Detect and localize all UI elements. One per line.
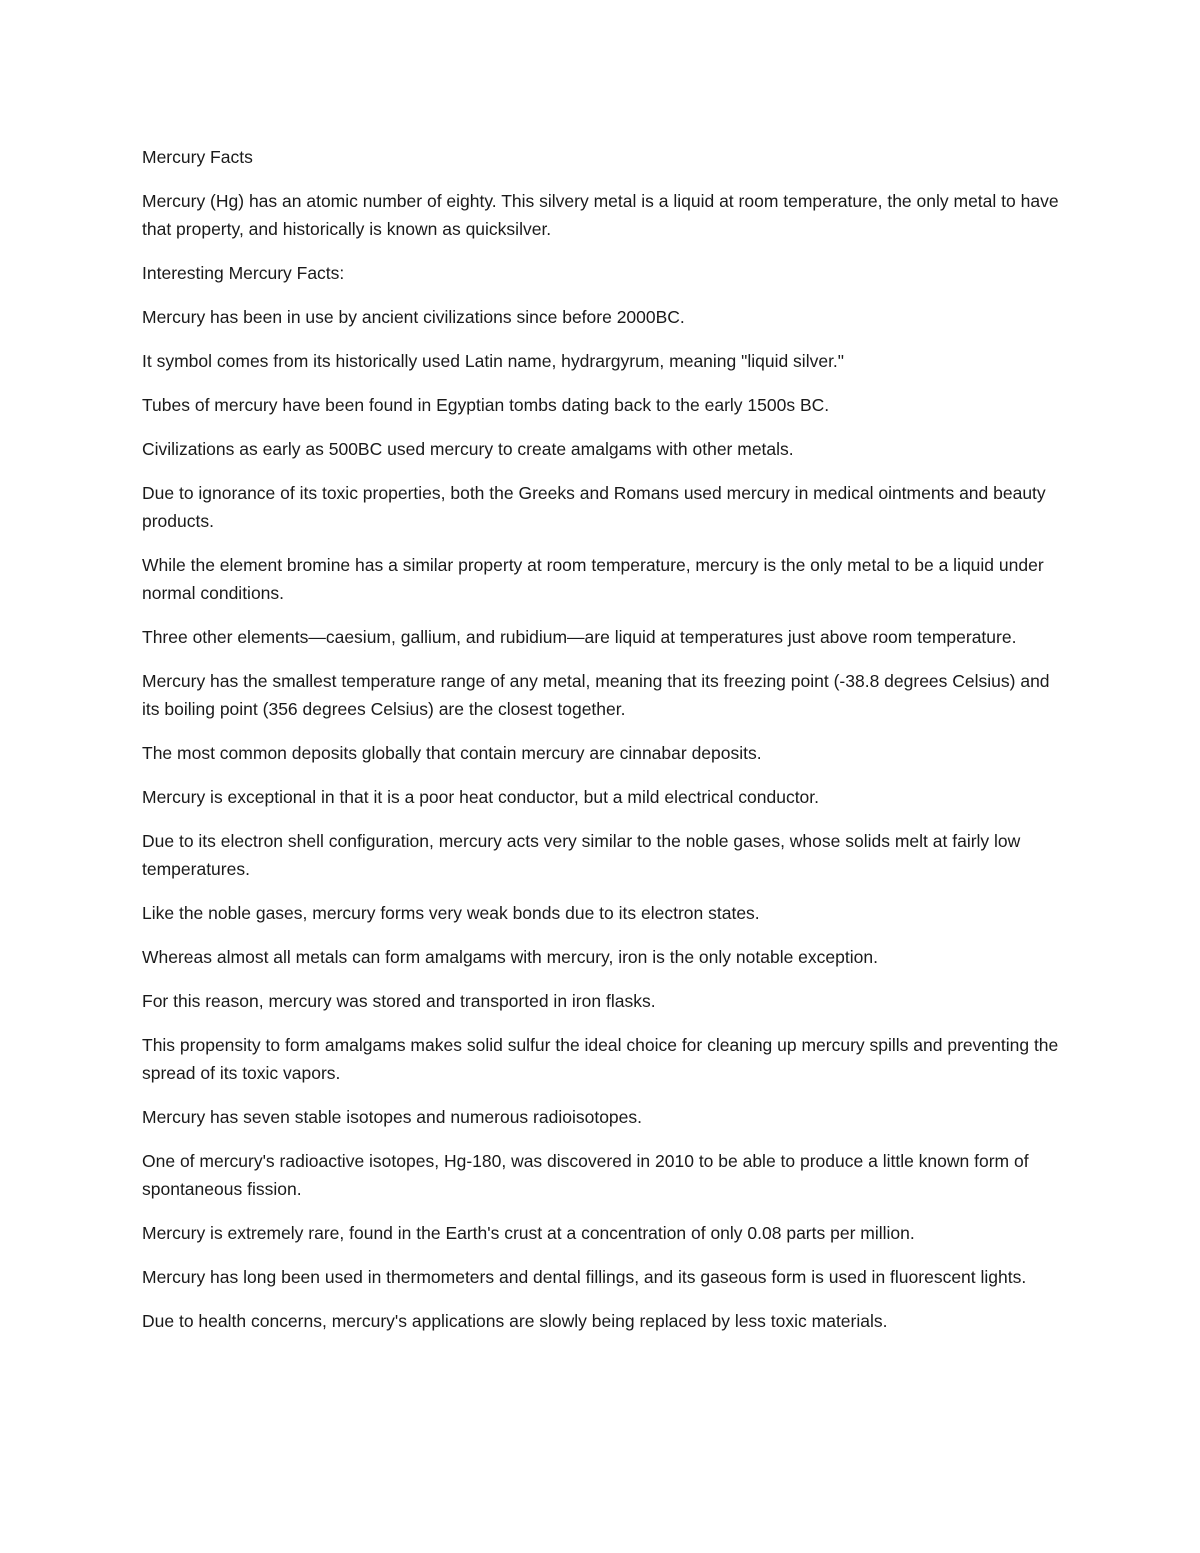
fact-paragraph: Tubes of mercury have been found in Egyptian tombs dating back to the early 1500s BC. bbox=[142, 395, 830, 415]
fact-paragraph: One of mercury's radioactive isotopes, Hg-180, was discovered in 2010 to be able to produce a little known form of spontaneous fission. bbox=[142, 1151, 1029, 1199]
fact-paragraph: Mercury has long been used in thermometers and dental fillings, and its gaseous form is used in fluorescent lights. bbox=[142, 1267, 1027, 1287]
fact-paragraph: Like the noble gases, mercury forms very weak bonds due to its electron states. bbox=[142, 903, 760, 923]
fact-paragraph: It symbol comes from its historically used Latin name, hydrargyrum, meaning "liquid silver." bbox=[142, 351, 844, 371]
fact-paragraph: Mercury has been in use by ancient civilizations since before 2000BC. bbox=[142, 307, 685, 327]
fact-paragraph: Mercury has seven stable isotopes and numerous radioisotopes. bbox=[142, 1107, 642, 1127]
fact-paragraph: The most common deposits globally that contain mercury are cinnabar deposits. bbox=[142, 743, 762, 763]
document-title: Mercury Facts bbox=[142, 147, 253, 167]
fact-paragraph: Due to its electron shell configuration, mercury acts very similar to the noble gases, whose solids melt at fairly low temperatures. bbox=[142, 831, 1021, 879]
fact-paragraph: Due to health concerns, mercury's applications are slowly being replaced by less toxic materials. bbox=[142, 1311, 888, 1331]
fact-paragraph: Three other elements—caesium, gallium, and rubidium—are liquid at temperatures just above room temperature. bbox=[142, 627, 1017, 647]
fact-paragraph: For this reason, mercury was stored and transported in iron flasks. bbox=[142, 991, 656, 1011]
facts-list bbox=[142, 303, 1060, 1335]
fact-paragraph: Due to ignorance of its toxic properties, both the Greeks and Romans used mercury in medical ointments and beauty products. bbox=[142, 483, 1046, 531]
fact-paragraph: Whereas almost all metals can form amalgams with mercury, iron is the only notable exception. bbox=[142, 947, 878, 967]
facts-subheading: Interesting Mercury Facts: bbox=[142, 263, 345, 283]
fact-paragraph: Mercury is exceptional in that it is a poor heat conductor, but a mild electrical conductor. bbox=[142, 787, 820, 807]
fact-paragraph: Mercury has the smallest temperature range of any metal, meaning that its freezing point (-38.8 degrees Celsius) and its boiling point (356 degrees Celsius) are the closest together. bbox=[142, 671, 1050, 719]
fact-paragraph: This propensity to form amalgams makes solid sulfur the ideal choice for cleaning up mercury spills and preventing the spread of its toxic vapors. bbox=[142, 1035, 1059, 1083]
fact-paragraph: Civilizations as early as 500BC used mercury to create amalgams with other metals. bbox=[142, 439, 794, 459]
intro-paragraph: Mercury (Hg) has an atomic number of eighty. This silvery metal is a liquid at room temperature, the only metal to have that property, and historically is known as quicksilver. bbox=[142, 191, 1059, 239]
fact-paragraph: While the element bromine has a similar property at room temperature, mercury is the only metal to be a liquid under normal conditions. bbox=[142, 555, 1044, 603]
fact-paragraph: Mercury is extremely rare, found in the Earth's crust at a concentration of only 0.08 parts per million. bbox=[142, 1223, 915, 1243]
